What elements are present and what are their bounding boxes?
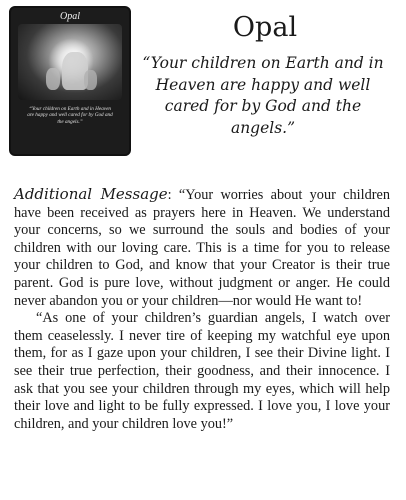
card-illustration bbox=[18, 24, 122, 100]
message-paragraph-2: “As one of your children’s guardian angels, I watch over them ceaselessly. I never tire of keeping my watchful eye upon them, for as I gaze upon your children, I see their Divine light. I see their true perfection, their goodness, and their innocence. I ask that you see your children through my eyes, which will help their love and light to be fully expressed. I love you, I love your children, and your children love you!” bbox=[14, 310, 390, 432]
additional-message bbox=[14, 186, 390, 433]
card-caption: “Your children on Earth and in Heaven are happy and well cared for by God and the angels.” bbox=[27, 106, 113, 125]
card-child-figure-2 bbox=[84, 70, 97, 90]
message-paragraph-1 bbox=[14, 186, 390, 310]
message-lead: Additional Message bbox=[14, 185, 168, 203]
card-title: Opal bbox=[60, 11, 80, 22]
page-title: Opal bbox=[232, 12, 298, 43]
card-quote: “Your children on Earth and in Heaven are happy and well cared for by God and the angels.” bbox=[142, 54, 384, 137]
card-child-figure bbox=[46, 68, 60, 90]
message-paragraph-1-text: : “Your worries about your children have been received as prayers here in Heaven. We understand your concerns, so we surround the souls and bodies of your children with our loving care. This is a time for you to release your children to God, and know that your Creator is their true parent. God is pure love, without judgment or anger. He could never abandon you or your children—nor would He want to! bbox=[14, 187, 390, 309]
oracle-card-image bbox=[9, 6, 131, 156]
